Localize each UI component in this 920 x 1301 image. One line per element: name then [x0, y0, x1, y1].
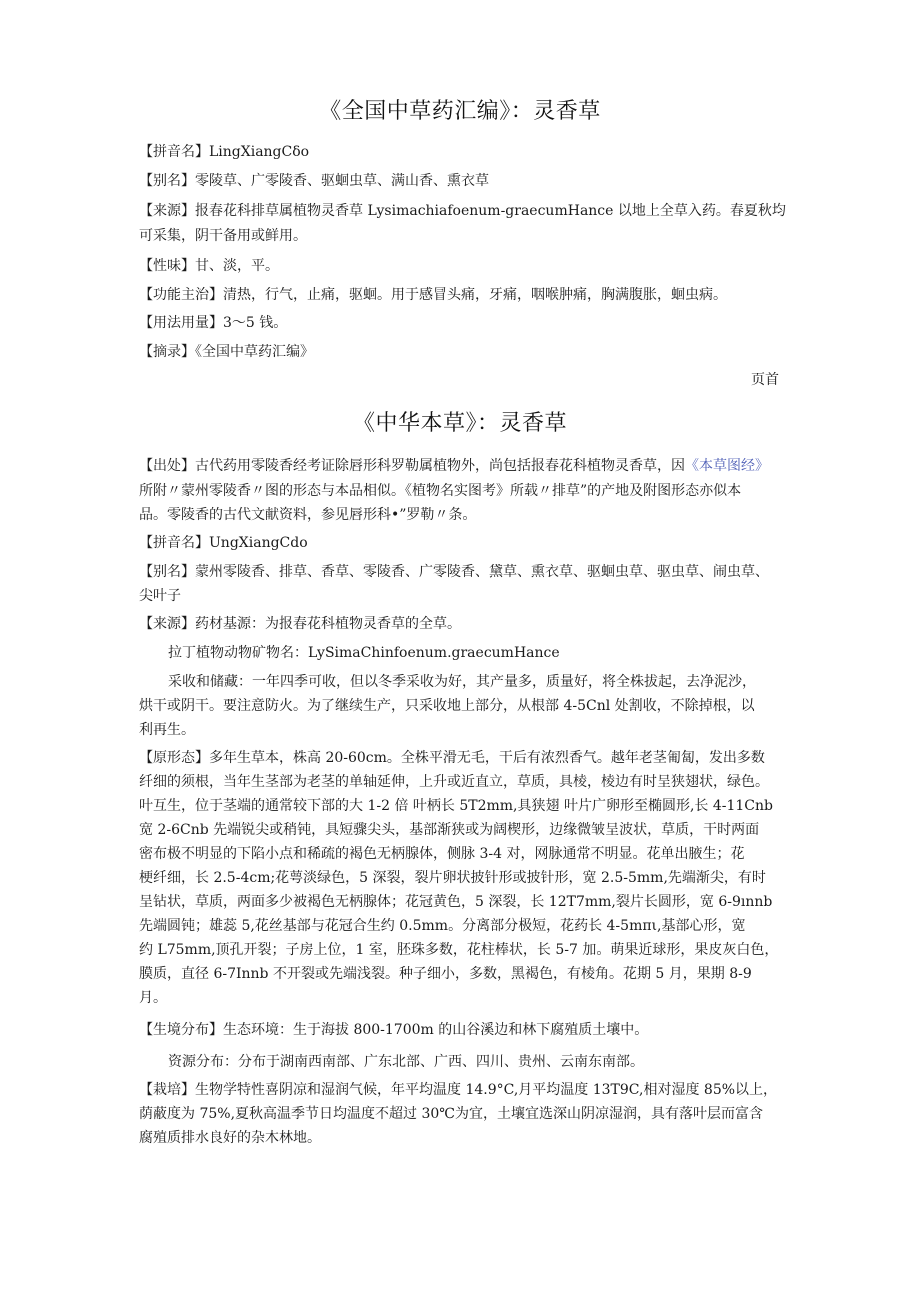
- entry1-function: 【功能主治】清热，行气，止痛，驱蛔。用于感冒头痛，牙痛，咽喉肿痛，胸满腹胀，蛔虫病。: [139, 287, 727, 303]
- entry2-origin-line2: 所附〃蒙州零陵香〃图的形态与本品相似。《植物名实图考》所载〃排草”的产地及附图形态亦似本: [139, 483, 742, 499]
- morph-line: 梗纤细，长 2.5-4cm;花萼淡绿色，5 深裂，裂片卵状披针形或披针形，宽 2.5-5mm,先端渐尖，有时: [139, 870, 766, 886]
- entry1-title: 《全国中草药汇编》：灵香草: [319, 99, 601, 124]
- entry2-origin-text: 【出处】古代药用零陵香经考证除唇形科罗勒属植物外，尚包括报春花科植物灵香草，因: [139, 458, 685, 474]
- page-top-link[interactable]: 页首: [751, 372, 779, 388]
- morph-line: 叶互生，位于茎端的通常较下部的大 1-2 倍 叶柄长 5T2mm,具狭翅 叶片广卵形至椭圆形,长 4-11Cnb: [139, 798, 773, 814]
- morph-line: 约 L75mm,顶孔开裂；子房上位，1 室，胚珠多数，花柱棒状，长 5-7 加。萌果近球形，果皮灰白色，: [139, 942, 779, 958]
- entry1-usage: 【用法用量】3～5 钱。: [139, 315, 288, 331]
- morph-line: 纤细的须根，当年生茎部为老茎的单轴延伸，上升或近直立，草质，具棱，棱边有时呈狭翅状，绿色。: [139, 774, 769, 790]
- morph-line: 呈钻状，草质，两面多少被褐色无柄腺体；花冠黄色，5 深裂，长 12T7mm,裂片长圆形，宽 6-9ınnb: [139, 894, 773, 910]
- entry1-source-line1: 【来源】报春花科排草属植物灵香草 Lysimachiafoenum-graecumHance 以地上全草入药。春夏秋均: [139, 203, 786, 219]
- entry2-pinyin: 【拼音名】UngXiangCdo: [139, 535, 308, 551]
- morph-line: 【原形态】多年生草本，株高 20-60cm。全株平滑无毛，干后有浓烈香气。越年老茎匍匐，发出多数: [139, 750, 765, 766]
- entry2-alias-line2: 尖叶子: [139, 588, 181, 604]
- entry1-alias: 【别名】零陵草、广零陵香、驱蛔虫草、满山香、熏衣草: [139, 173, 489, 189]
- cultivation-line: 【栽培】生物学特性喜阴凉和湿润气候，年平均温度 14.9°C,月平均温度 13T9C,相对湿度 85%以上，: [139, 1082, 778, 1098]
- cultivation-line: 荫蔽度为 75%,夏秋高温季节日均温度不超过 30℃为宜，土壤宜选深山阴凉湿润，具有落叶层而富含: [139, 1106, 763, 1122]
- cultivation-line: 腐殖质排水良好的杂木林地。: [139, 1130, 321, 1146]
- entry2-title: 《中华本草》：灵香草: [352, 411, 567, 436]
- entry2-source: 【来源】药材基源：为报春花科植物灵香草的全草。: [139, 616, 461, 632]
- entry2-origin-line1: [139, 454, 789, 478]
- morph-line: 密布极不明显的下陷小点和稀疏的褐色无柄腺体，侧脉 3-4 对，网脉通常不明显。花单出腋生；花: [139, 846, 745, 862]
- entry1-taste: 【性味】甘、淡，平。: [139, 258, 279, 274]
- morph-line: 先端圆钝；雄蕊 5,花丝基部与花冠合生约 0.5mm。分离部分极短，花药长 4-5mπι,基部心形，宽: [139, 918, 746, 934]
- entry2-harvest-line1: 采收和储藏：一年四季可收，但以冬季采收为好，其产量多，质量好，将全株拔起，去净泥沙，: [168, 674, 756, 690]
- entry2-harvest-line3: 利再生。: [139, 722, 195, 738]
- entry2-alias-line1: 【别名】蒙州零陵香、排草、香草、零陵香、广零陵香、黛草、熏衣草、驱蛔虫草、驱虫草、闹虫草、: [139, 564, 769, 580]
- entry1-source-line2: 可采集，阴干备用或鲜用。: [139, 228, 307, 244]
- morph-line: 宽 2-6Cnb 先端锐尖或稍钝，具短骤尖头，基部渐狭或为阔楔形，边缘微皱呈波状，草质，干时两面: [139, 822, 760, 838]
- entry1-excerpt: 【摘录】《全国中草药汇编》: [139, 344, 314, 360]
- entry2-habitat-distribution: 资源分布：分布于湖南西南部、广东北部、广西、四川、贵州、云南东南部。: [168, 1054, 644, 1070]
- entry2-harvest-line2: 烘干或阴干。要注意防火。为了继续生产，只采收地上部分，从根部 4-5Cnl 处割收，不除掉根，以: [139, 698, 755, 714]
- bencao-tujing-link[interactable]: 《本草图经》: [685, 458, 769, 474]
- entry2-origin-line3: 品。零陵香的古代文献资料，参见唇形科•”罗勒〃条。: [139, 507, 477, 523]
- morph-line: 月。: [139, 990, 167, 1006]
- entry2-habitat-ecology: 【生境分布】生态环境：生于海拔 800-1700m 的山谷溪边和林下腐殖质土壤中。: [139, 1022, 649, 1038]
- morph-line: 膜质，直径 6-7Innb 不开裂或先端浅裂。种子细小，多数，黑褐色，有棱角。花期 5 月，果期 8-9: [139, 966, 752, 982]
- entry1-pinyin: 【拼音名】LingXiangCδo: [139, 144, 310, 160]
- entry2-latin-name: 拉丁植物动物矿物名：LySimaChinfoenum.graecumHance: [168, 645, 560, 661]
